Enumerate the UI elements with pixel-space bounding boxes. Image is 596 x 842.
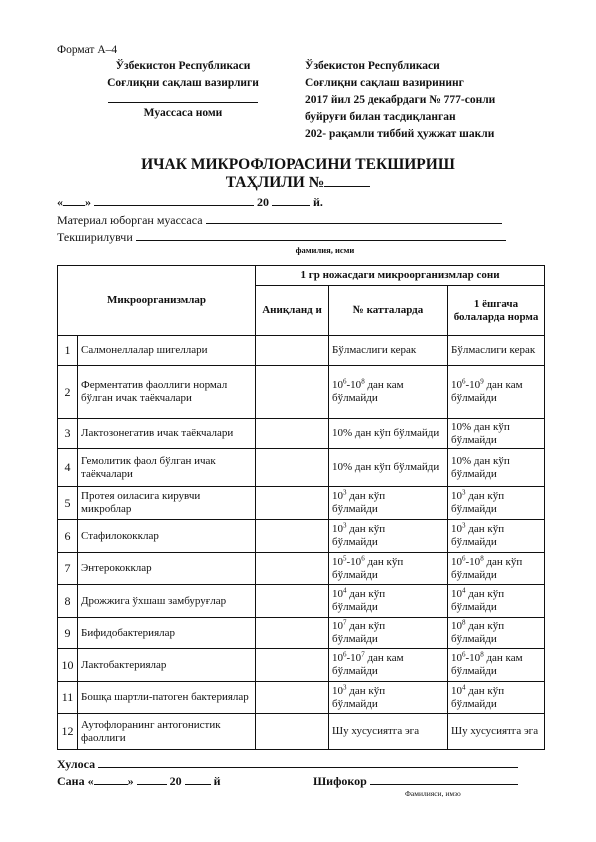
norm-text: дан кўп [364, 555, 404, 568]
header-left-line1: Ўзбекистон Республикаси [115, 60, 251, 72]
child-norm: 10% дан кўп бўлмайди [448, 449, 545, 487]
row-number: 6 [58, 520, 78, 553]
table-row [58, 419, 545, 449]
row-number: 1 [58, 336, 78, 366]
col-found: Аниқланд и [256, 286, 329, 336]
norm-text: дан кам [364, 379, 404, 391]
norm-text: бўлмайди [332, 633, 378, 645]
year-suffix: й. [313, 195, 323, 209]
norm-text: бўлмайди [451, 633, 497, 645]
adult-norm [329, 618, 448, 649]
footer-year-suffix: й [213, 774, 221, 788]
norm-exp: 3 [343, 488, 347, 497]
norm-base: 10 [332, 555, 344, 568]
norm-exp: 4 [462, 682, 466, 691]
name-caption: фамилия, исми [295, 245, 355, 255]
date-line [57, 194, 323, 210]
material-label: Материал юборган муассаса [57, 213, 203, 227]
doctor-label: Шифокор [313, 774, 367, 788]
norm-base: 10 [332, 490, 344, 502]
table-row [58, 553, 545, 585]
norm-base: 10 [451, 684, 463, 697]
adult-norm [329, 585, 448, 618]
child-norm [448, 585, 545, 618]
row-number: 5 [58, 487, 78, 520]
row-number: 8 [58, 585, 78, 618]
norm-text: дан кам [364, 652, 404, 664]
signature-caption: Фамилияси, имзо [405, 789, 461, 798]
norm-base: 10 [332, 620, 344, 632]
analysis-number-field[interactable] [324, 174, 370, 187]
norm-exp: 6 [462, 377, 466, 386]
norm-exp: 4 [462, 586, 466, 595]
day-field[interactable] [63, 194, 85, 206]
microorganism-name: Ферментатив фаоллиги нормал бўлган ичак таёкчалари [78, 366, 256, 419]
found-cell[interactable] [256, 618, 329, 649]
adult-norm [329, 520, 448, 553]
table-row [58, 487, 545, 520]
adult-norm [329, 366, 448, 419]
table-row [58, 336, 545, 366]
norm-exp: 3 [343, 521, 347, 530]
child-norm: Шу хусусиятга эга [448, 714, 545, 750]
norm-exp: 4 [343, 586, 347, 595]
footer-day-field[interactable] [94, 773, 128, 785]
row-number: 11 [58, 682, 78, 714]
microorganism-name: Аутофлоранинг антогонистик фаоллиги [78, 714, 256, 750]
microflora-table [57, 265, 545, 750]
header-left-line2: Соғлиқни сақлаш вазирлиги [107, 77, 259, 89]
norm-text: дан кўп [346, 684, 386, 697]
microorganism-name: Энтерококклар [78, 553, 256, 585]
found-cell[interactable] [256, 585, 329, 618]
norm-base: 10 [451, 652, 463, 664]
table-row [58, 366, 545, 419]
found-cell[interactable] [256, 553, 329, 585]
norm-text: бўлмайди [332, 503, 378, 515]
norm-text: дан кўп [346, 490, 386, 502]
conclusion-line [57, 756, 518, 772]
norm-base: 10 [332, 652, 344, 664]
footer-date-line [57, 773, 221, 789]
adult-norm [329, 649, 448, 682]
norm-text: дан кўп [346, 620, 386, 632]
microorganism-name: Стафилококклар [78, 520, 256, 553]
norm-text: дан кўп [465, 684, 505, 697]
found-cell[interactable] [256, 419, 329, 449]
child-norm [448, 682, 545, 714]
norm-exp: 3 [462, 488, 466, 497]
microorganism-name: Протея оиласига кирувчи микроблар [78, 487, 256, 520]
header-right-line2: Соғлиқни сақлаш вазирининг [305, 77, 464, 89]
header-right-line5: 202- рақамли тиббий ҳужжат шакли [305, 128, 495, 140]
doctor-line [313, 773, 518, 789]
norm-base: 10 [332, 588, 344, 600]
table-row [58, 520, 545, 553]
microorganism-name: Салмонеллалар шигеллари [78, 336, 256, 366]
table-row [58, 714, 545, 750]
row-number: 4 [58, 449, 78, 487]
child-norm [448, 366, 545, 419]
norm-text: бўлмайди [332, 568, 378, 581]
found-cell[interactable] [256, 487, 329, 520]
norm-text: дан кўп [346, 523, 386, 535]
norm-base: 10 [332, 379, 344, 391]
material-institution-field[interactable] [206, 212, 502, 224]
norm-text: бўлмайди [451, 601, 497, 613]
col-adults: № катталарда [329, 286, 448, 336]
norm-base: 10 [451, 588, 463, 600]
footer-month-field[interactable] [137, 773, 167, 785]
norm-base: -10 [465, 555, 481, 568]
microorganism-name: Лактобактериялар [78, 649, 256, 682]
month-field[interactable] [94, 194, 254, 206]
child-norm: Бўлмаслиги керак [448, 336, 545, 366]
found-cell[interactable] [256, 714, 329, 750]
material-line [57, 212, 502, 228]
conclusion-label: Хулоса [57, 757, 96, 771]
child-norm [448, 618, 545, 649]
child-norm [448, 553, 545, 585]
footer-date-close: » [127, 774, 134, 788]
norm-text: бўлмайди [451, 392, 497, 404]
norm-text: бўлмайди [332, 697, 378, 710]
microorganism-name: Дрожжига ўхшаш замбуруғлар [78, 585, 256, 618]
table-row [58, 585, 545, 618]
norm-base: 10 [451, 490, 463, 502]
table-row [58, 649, 545, 682]
norm-base: 10 [451, 379, 463, 391]
adult-norm [329, 487, 448, 520]
norm-text: бўлмайди [451, 665, 497, 677]
norm-base: 10 [332, 684, 344, 697]
conclusion-field[interactable] [98, 756, 518, 768]
adult-norm: 10% дан кўп бўлмайди [329, 419, 448, 449]
col-children: 1 ёшгача болаларда норма [448, 286, 545, 336]
microorganism-name: Гемолитик фаол бўлган ичак таёкчалари [78, 449, 256, 487]
norm-exp: 3 [343, 682, 347, 691]
norm-text: бўлмайди [451, 568, 497, 581]
norm-exp: 5 [343, 553, 347, 562]
found-cell[interactable] [256, 449, 329, 487]
norm-base: -10 [346, 555, 362, 568]
examined-line [57, 229, 506, 245]
norm-exp: 6 [361, 553, 365, 562]
norm-exp: 6 [343, 650, 347, 659]
table-row [58, 449, 545, 487]
child-norm [448, 649, 545, 682]
adult-norm: Шу хусусиятга эга [329, 714, 448, 750]
norm-text: бўлмайди [332, 392, 378, 404]
adult-norm: Бўлмаслиги керак [329, 336, 448, 366]
header-left [88, 58, 278, 122]
year-field[interactable] [272, 194, 310, 206]
header-right-line1: Ўзбекистон Республикаси [305, 60, 440, 72]
footer-year-prefix: 20 [169, 774, 182, 788]
norm-text: бўлмайди [451, 536, 497, 548]
header-right-line3: 2017 йил 25 декабрдаги № 777-сонли [305, 94, 496, 106]
year-prefix: 20 [257, 195, 269, 209]
found-cell[interactable] [256, 682, 329, 714]
institution-name-line[interactable] [108, 92, 258, 103]
norm-exp: 8 [480, 553, 484, 562]
norm-base: 10 [332, 523, 344, 535]
row-number: 7 [58, 553, 78, 585]
norm-exp: 3 [462, 521, 466, 530]
found-cell[interactable] [256, 336, 329, 366]
norm-base: -10 [346, 652, 362, 664]
child-norm: 10% дан кўп бўлмайди [448, 419, 545, 449]
norm-text: бўлмайди [451, 697, 497, 710]
child-norm [448, 520, 545, 553]
norm-exp: 6 [343, 377, 347, 386]
norm-exp: 8 [462, 618, 466, 627]
norm-base: -10 [346, 379, 362, 391]
norm-text: бўлмайди [332, 665, 378, 677]
group-header: 1 гр ножасдаги микроорганизмлар сони [256, 266, 545, 286]
found-cell[interactable] [256, 366, 329, 419]
norm-base: -10 [465, 379, 481, 391]
date-close-quote: » [85, 195, 91, 209]
adult-norm [329, 682, 448, 714]
norm-text: бўлмайди [332, 536, 378, 548]
norm-exp: 7 [343, 618, 347, 627]
examined-label: Текширилувчи [57, 230, 133, 244]
found-cell[interactable] [256, 520, 329, 553]
norm-base: 10 [451, 555, 463, 568]
norm-text: дан кам [483, 652, 523, 664]
analysis-number-label: ТАҲЛИЛИ № [225, 174, 325, 191]
row-number: 2 [58, 366, 78, 419]
microorganism-name: Бошқа шартли-патоген бактериялар [78, 682, 256, 714]
norm-text: дан кўп [465, 490, 505, 502]
date-open-quote: « [57, 195, 63, 209]
norm-exp: 9 [480, 377, 484, 386]
table-row [58, 682, 545, 714]
norm-text: бўлмайди [332, 601, 378, 613]
doctor-signature-field[interactable] [370, 773, 518, 785]
norm-base: -10 [465, 652, 481, 664]
norm-text: дан кам [483, 379, 523, 391]
norm-text: дан кўп [483, 555, 523, 568]
header-right-line4: буйруғи билан тасдиқланган [305, 111, 456, 123]
child-norm [448, 487, 545, 520]
row-number: 12 [58, 714, 78, 750]
footer-date-label: Сана « [57, 774, 94, 788]
row-number: 9 [58, 618, 78, 649]
found-cell[interactable] [256, 649, 329, 682]
adult-norm [329, 553, 448, 585]
norm-exp: 8 [480, 650, 484, 659]
col-microorganisms: Микроорганизмлар [58, 266, 256, 336]
norm-text: дан кўп [465, 620, 505, 632]
footer-year-field[interactable] [185, 773, 211, 785]
norm-text: бўлмайди [451, 503, 497, 515]
norm-exp: 7 [361, 650, 365, 659]
norm-text: дан кўп [465, 588, 505, 600]
table-row [58, 618, 545, 649]
norm-exp: 6 [462, 650, 466, 659]
norm-exp: 6 [462, 553, 466, 562]
norm-exp: 8 [361, 377, 365, 386]
norm-text: дан кўп [465, 523, 505, 535]
norm-text: дан кўп [346, 588, 386, 600]
norm-base: 10 [451, 523, 463, 535]
row-number: 10 [58, 649, 78, 682]
format-label: Формат А–4 [57, 44, 118, 56]
header-right [305, 58, 565, 143]
microorganism-name: Бифидобактериялар [78, 618, 256, 649]
institution-name-caption: Муассаса номи [143, 107, 223, 119]
analysis-number-title [0, 174, 596, 192]
row-number: 3 [58, 419, 78, 449]
norm-base: 10 [451, 620, 463, 632]
examined-name-field[interactable] [136, 229, 506, 241]
adult-norm: 10% дан кўп бўлмайди [329, 449, 448, 487]
microorganism-name: Лактозонегатив ичак таёкчалари [78, 419, 256, 449]
document-title: ИЧАК МИКРОФЛОРАСИНИ ТЕКШИРИШ [141, 156, 455, 173]
